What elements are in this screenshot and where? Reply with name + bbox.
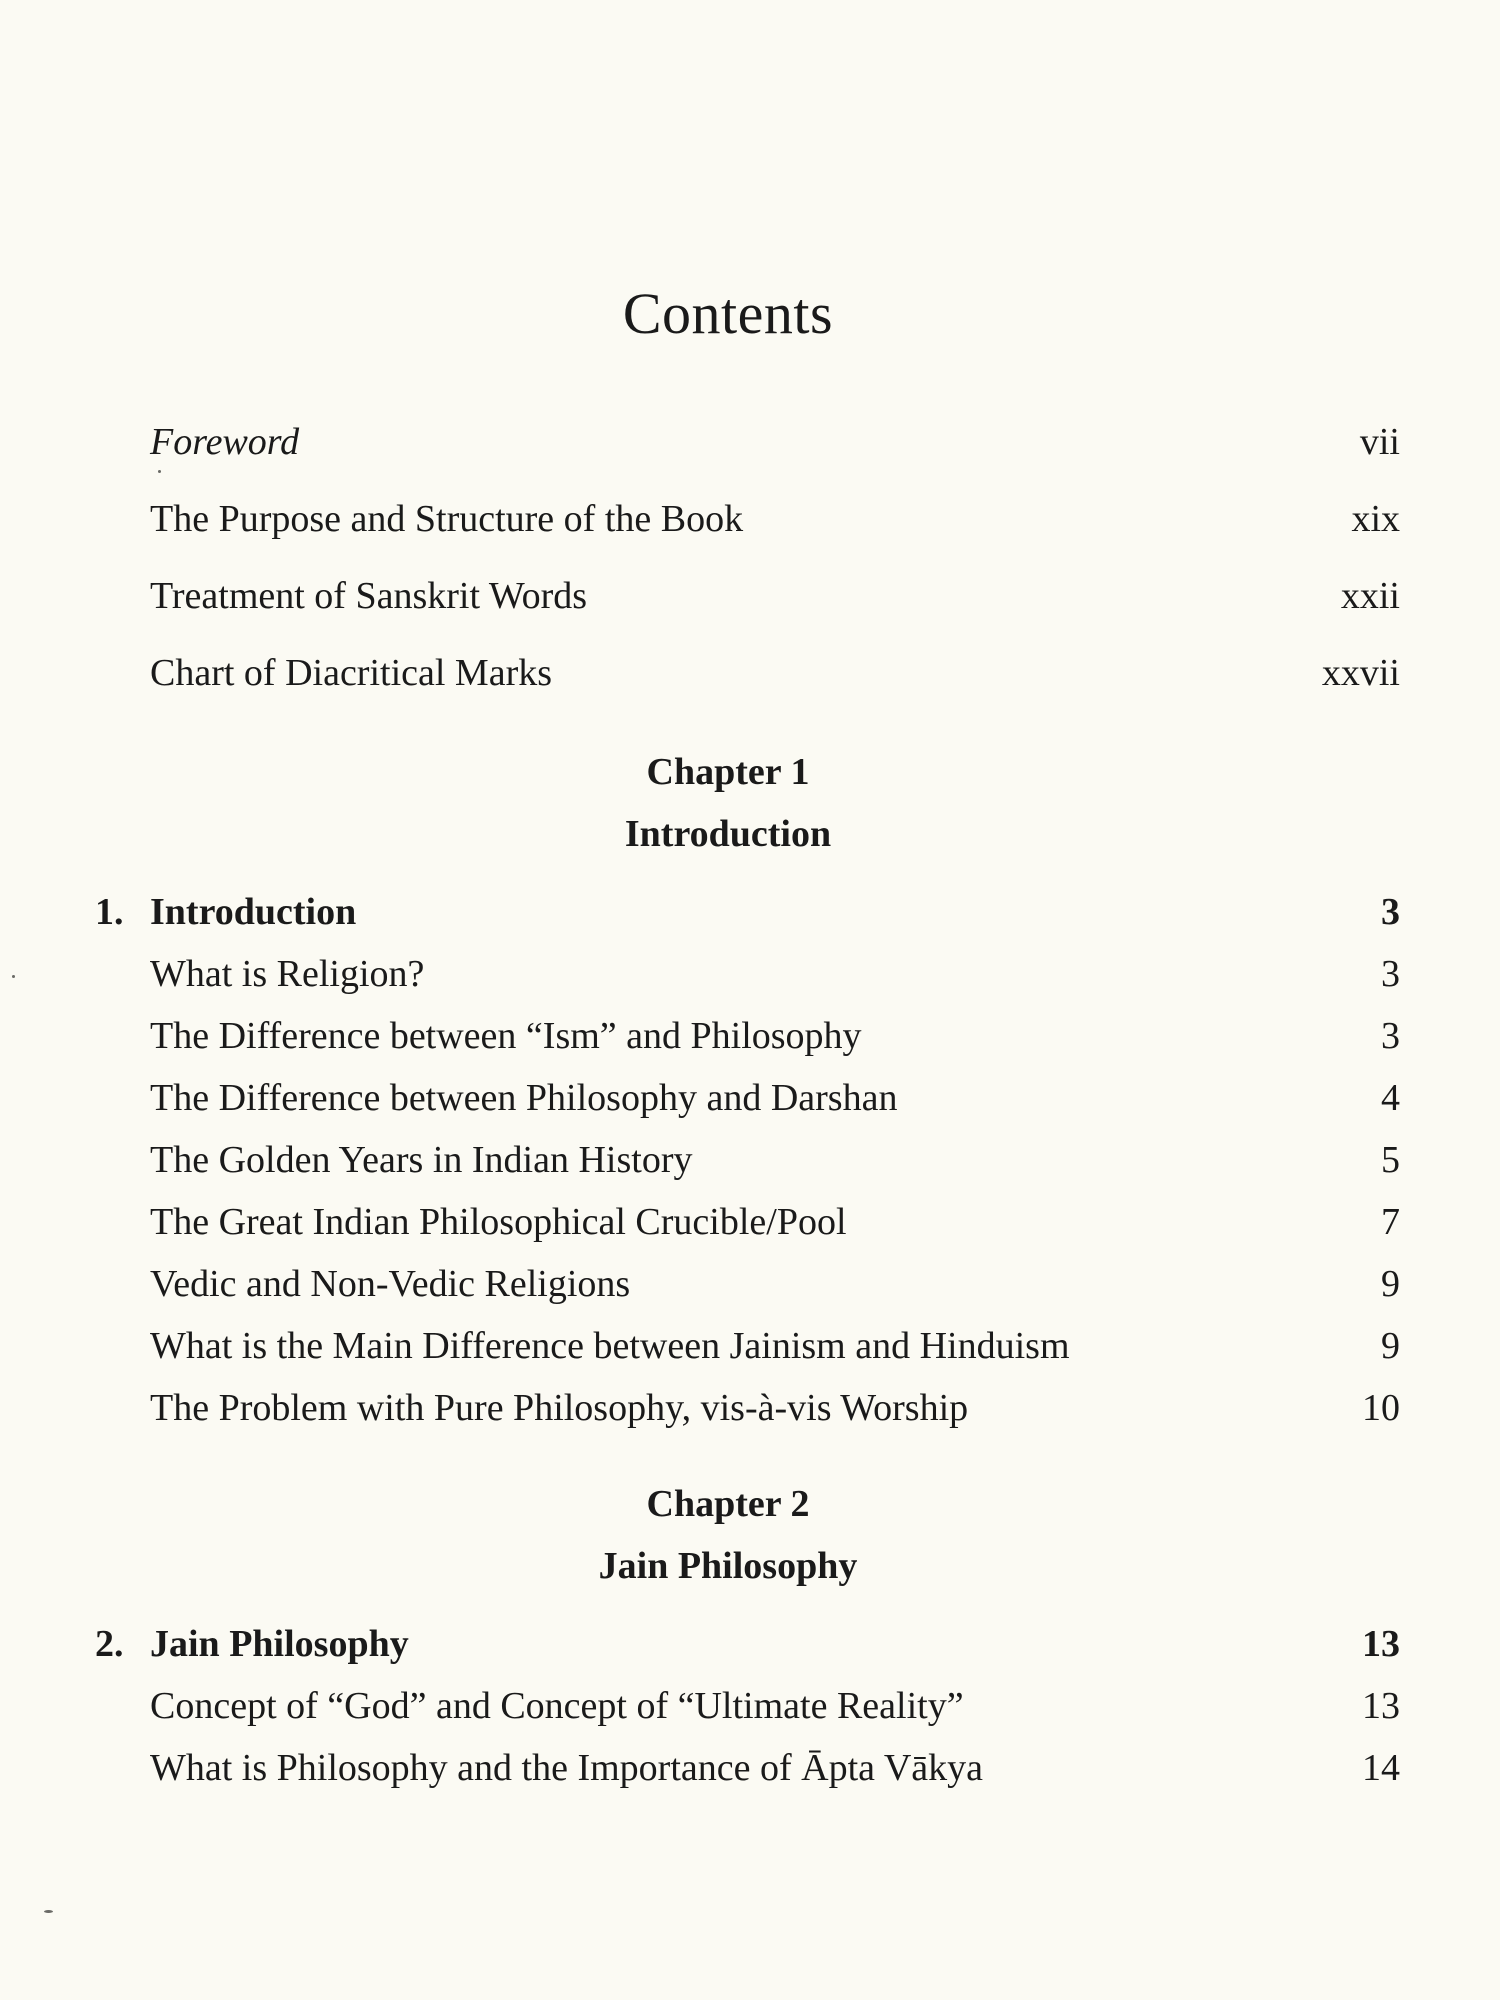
toc-entry[interactable] — [150, 1198, 1400, 1246]
toc-entry-page: xxii — [1340, 575, 1400, 617]
section-number: 1. — [95, 891, 124, 933]
toc-entry[interactable] — [150, 1074, 1400, 1122]
toc-entry-page: 10 — [1362, 1387, 1400, 1429]
toc-entry-purpose[interactable] — [150, 495, 1400, 543]
toc-entry-label: The Purpose and Structure of the Book — [150, 498, 744, 540]
toc-entry-label: Vedic and Non-Vedic Religions — [150, 1263, 631, 1305]
toc-entry-label: The Difference between Philosophy and Darshan — [150, 1077, 898, 1119]
toc-section-1[interactable] — [95, 888, 1400, 936]
toc-entry-label: Concept of “God” and Concept of “Ultimate Reality” — [150, 1685, 964, 1727]
toc-entry[interactable] — [150, 1260, 1400, 1308]
toc-entry-page: xxvii — [1321, 652, 1400, 694]
section-number: 2. — [95, 1623, 124, 1665]
toc-entry-sanskrit-words[interactable] — [150, 572, 1400, 620]
chapter-1-heading: Chapter 1 — [646, 751, 810, 793]
toc-entry-label: The Difference between “Ism” and Philosophy — [150, 1015, 862, 1057]
section-label: Introduction — [150, 891, 357, 933]
chapter-1-subheading: Introduction — [624, 813, 832, 855]
toc-entry[interactable] — [150, 1384, 1400, 1432]
toc-entry-page: 14 — [1362, 1747, 1400, 1789]
toc-entry-diacritical-marks[interactable] — [150, 649, 1400, 697]
toc-entry-page: 3 — [1381, 953, 1400, 995]
toc-entry-label: The Golden Years in Indian History — [150, 1139, 693, 1181]
toc-entry-label: The Great Indian Philosophical Crucible/Pool — [150, 1201, 847, 1243]
toc-entry-page: 9 — [1381, 1325, 1400, 1367]
toc-entry-page: 5 — [1381, 1139, 1400, 1181]
toc-entry[interactable] — [150, 1682, 1400, 1730]
toc-section-2[interactable] — [95, 1620, 1400, 1668]
toc-entry[interactable] — [150, 1744, 1400, 1792]
section-label: Jain Philosophy — [150, 1623, 409, 1665]
toc-entry-page: 7 — [1381, 1201, 1400, 1243]
toc-entry-label: The Problem with Pure Philosophy, vis-à-vis Worship — [150, 1387, 969, 1429]
toc-entry-page: 13 — [1362, 1685, 1400, 1727]
chapter-2-subheading: Jain Philosophy — [598, 1545, 858, 1587]
scan-speck — [12, 975, 15, 978]
toc-entry-page: 3 — [1381, 891, 1400, 933]
toc-entry[interactable] — [150, 1012, 1400, 1060]
toc-entry-page: xix — [1351, 498, 1400, 540]
toc-entry-page: 3 — [1381, 1015, 1400, 1057]
page-title: Contents — [622, 281, 834, 346]
chapter-2-heading: Chapter 2 — [646, 1483, 810, 1525]
toc-entry-label: What is the Main Difference between Jainism and Hinduism — [150, 1325, 1070, 1367]
toc-entry[interactable] — [150, 950, 1400, 998]
toc-entry[interactable] — [150, 1136, 1400, 1184]
toc-entry-page: 9 — [1381, 1263, 1400, 1305]
scan-speck — [158, 470, 161, 473]
toc-entry-label: What is Religion? — [150, 953, 425, 995]
scan-speck — [44, 1910, 53, 1913]
toc-entry-label: What is Philosophy and the Importance of Āpta Vākya — [150, 1747, 983, 1789]
toc-entry-label: Chart of Diacritical Marks — [150, 652, 553, 694]
toc-entry-page: 4 — [1381, 1077, 1400, 1119]
toc-entry-label: Foreword — [150, 421, 300, 463]
toc-entry-foreword[interactable] — [150, 418, 1400, 466]
toc-entry-page: 13 — [1362, 1623, 1400, 1665]
toc-entry-label: Treatment of Sanskrit Words — [150, 575, 588, 617]
toc-entry-page: vii — [1359, 421, 1400, 463]
toc-entry[interactable] — [150, 1322, 1400, 1370]
